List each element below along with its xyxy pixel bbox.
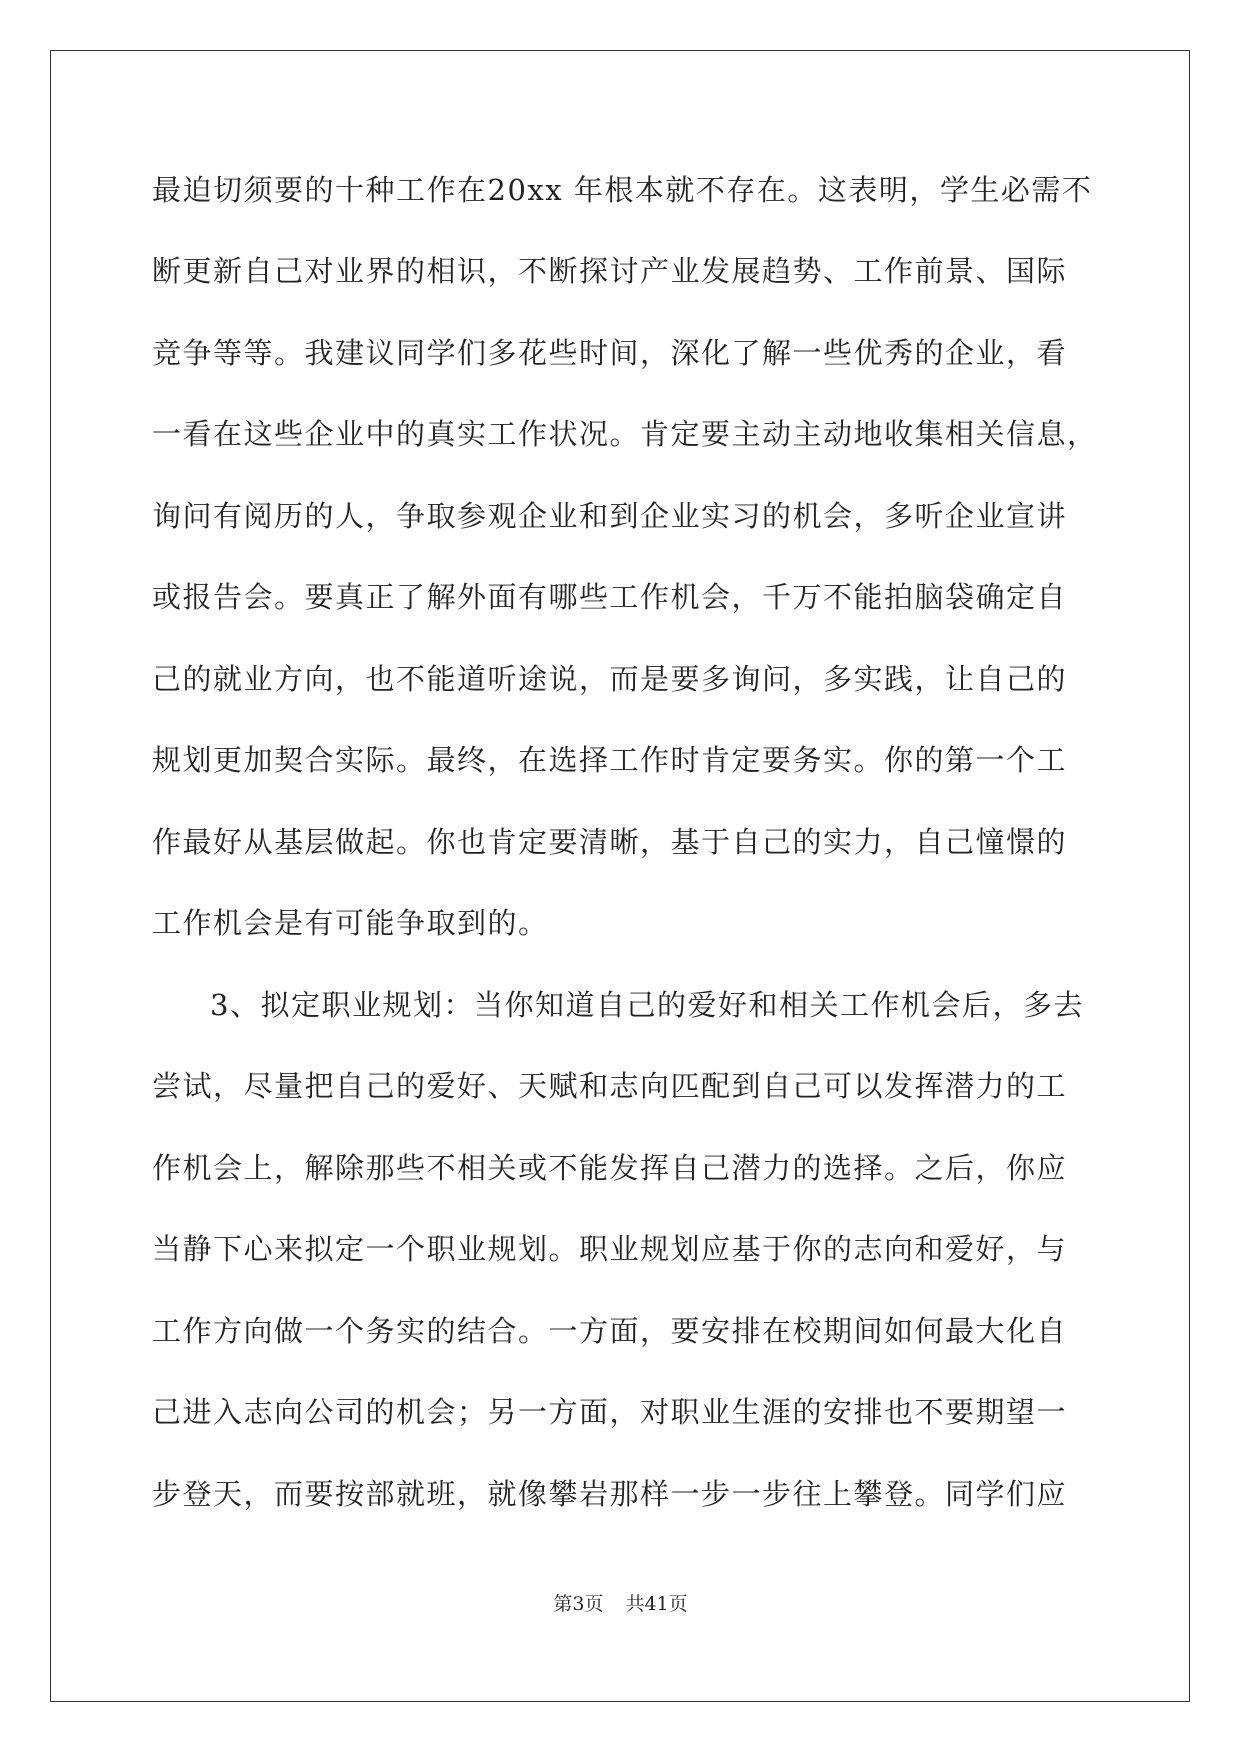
text-line: 或报告会。要真正了解外面有哪些工作机会，千万不能拍脑袋确定自 xyxy=(152,580,1068,614)
text-line: 当静下心来拟定一个职业规划。职业规划应基于你的志向和爱好，与 xyxy=(152,1232,1068,1266)
text-line: 尝试，尽量把自己的爱好、天赋和志向匹配到自己可以发挥潜力的工 xyxy=(152,1069,1068,1103)
text-line: 步登天，而要按部就班，就像攀岩那样一步一步往上攀登。同学们应 xyxy=(152,1477,1068,1511)
text-line: 作机会上，解除那些不相关或不能发挥自己潜力的选择。之后，你应 xyxy=(152,1151,1068,1185)
page-border xyxy=(50,50,1190,1702)
page-number: 第3页 xyxy=(553,1593,604,1615)
text-line: 己进入志向公司的机会；另一方面，对职业生涯的安排也不要期望一 xyxy=(152,1395,1068,1429)
text-line: 最迫切须要的十种工作在20xx 年根本就不存在。这表明，学生必需不 xyxy=(152,173,1093,207)
page-total: 共41页 xyxy=(625,1593,688,1615)
page-footer xyxy=(0,1592,1241,1616)
text-line: 工作方向做一个务实的结合。一方面，要安排在校期间如何最大化自 xyxy=(152,1314,1068,1348)
text-line: 工作机会是有可能争取到的。 xyxy=(152,906,549,940)
text-line: 己的就业方向，也不能道听途说，而是要多询问，多实践，让自己的 xyxy=(152,662,1068,696)
text-line: 竞争等等。我建议同学们多花些时间，深化了解一些优秀的企业，看 xyxy=(152,336,1068,370)
text-line: 询问有阅历的人，争取参观企业和到企业实习的机会，多听企业宣讲 xyxy=(152,499,1068,533)
text-line: 作最好从基层做起。你也肯定要清晰，基于自己的实力，自己憧憬的 xyxy=(152,825,1068,859)
text-line: 一看在这些企业中的真实工作状况。肯定要主动主动地收集相关信息， xyxy=(152,417,1098,451)
paragraph-heading-line: 3、拟定职业规划：当你知道自己的爱好和相关工作机会后，多去 xyxy=(210,988,1084,1022)
text-line: 断更新自己对业界的相识，不断探讨产业发展趋势、工作前景、国际 xyxy=(152,254,1068,288)
text-line: 规划更加契合实际。最终，在选择工作时肯定要务实。你的第一个工 xyxy=(152,743,1068,777)
